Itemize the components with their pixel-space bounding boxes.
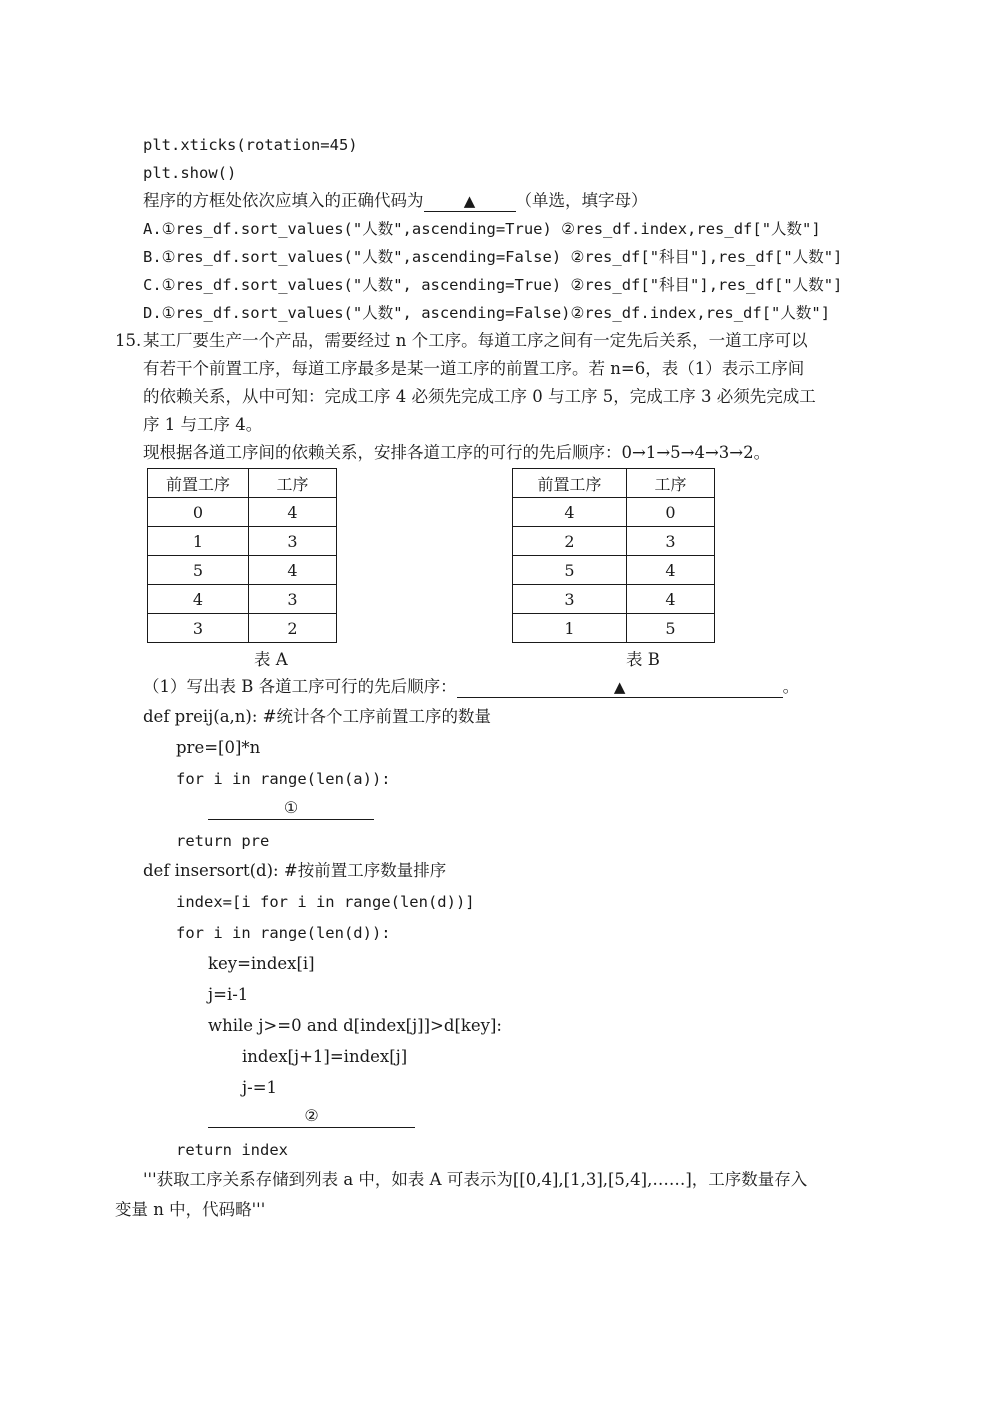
code-return-pre: return pre	[176, 832, 270, 850]
code-line-xticks: plt.xticks(rotation=45)	[143, 136, 358, 154]
table-cell: 4	[249, 556, 337, 585]
code-def-preij: def preij(a,n): #统计各个工序前置工序的数量	[143, 707, 491, 726]
table-a	[147, 468, 337, 643]
table-cell: 4	[148, 585, 249, 614]
q14-answer-blank: ▲	[424, 191, 516, 212]
code-j-line: j=i-1	[208, 985, 249, 1004]
table-cell: 1	[513, 614, 627, 643]
table-cell: 0	[627, 498, 715, 527]
table-row	[513, 498, 715, 527]
q15-number: 15.	[115, 331, 142, 350]
table-cell: 3	[249, 585, 337, 614]
sub1-end: 。	[782, 677, 800, 696]
q15-text-line: 某工厂要生产一个产品，需要经过 n 个工序。每道工序之间有一定先后关系，一道工序可以	[143, 331, 808, 350]
sub1-prompt: （1）写出表 B 各道工序可行的先后顺序：	[143, 677, 457, 696]
q14-prompt: 程序的方框处依次应填入的正确代码为	[143, 191, 424, 210]
code-pre-init: pre=[0]*n	[176, 738, 261, 757]
option-a: A.①res_df.sort_values("人数",ascending=True) ②res_df.index,res_df["人数"]	[143, 220, 821, 238]
q15-text-line: 有若干个前置工序，每道工序最多是某一道工序的前置工序。若 n=6，表（1）表示工序间	[143, 359, 805, 378]
q15-text-line: 现根据各道工序间的依赖关系，安排各道工序的可行的先后顺序：0→1→5→4→3→2。	[143, 443, 771, 462]
table-header-cell: 工序	[627, 469, 715, 498]
table-cell: 5	[513, 556, 627, 585]
table-row	[148, 556, 337, 585]
table-row	[513, 614, 715, 643]
table-header-cell: 前置工序	[513, 469, 627, 498]
table-row	[148, 614, 337, 643]
code-return-index: return index	[176, 1141, 288, 1159]
table-cell: 3	[249, 527, 337, 556]
table-row	[148, 585, 337, 614]
table-cell: 4	[627, 556, 715, 585]
code-while-line: while j>=0 and d[index[j]]>d[key]:	[208, 1016, 502, 1035]
code-dec-line: j-=1	[242, 1078, 278, 1097]
code-key-line: key=index[i]	[208, 954, 315, 973]
table-cell: 3	[627, 527, 715, 556]
table-cell: 0	[148, 498, 249, 527]
table-row	[148, 498, 337, 527]
q14-prompt-line	[143, 190, 648, 212]
code-for-d: for i in range(len(d)):	[176, 924, 391, 942]
code-for-a: for i in range(len(a)):	[176, 770, 391, 788]
option-c: C.①res_df.sort_values("人数", ascending=True) ②res_df["科目"],res_df["人数"]	[143, 276, 843, 294]
table-cell: 5	[627, 614, 715, 643]
table-cell: 3	[148, 614, 249, 643]
table-b	[512, 468, 715, 643]
q14-suffix: （单选，填字母）	[515, 191, 648, 210]
table-row	[148, 527, 337, 556]
table-cell: 4	[249, 498, 337, 527]
q15-text-line: 的依赖关系，从中可知：完成工序 4 必须先完成工序 0 与工序 5，完成工序 3 必须先完成工	[143, 387, 816, 406]
code-comment-line: 变量 n 中，代码略'''	[115, 1200, 266, 1219]
sub1-line	[143, 676, 799, 698]
table-header-cell: 前置工序	[148, 469, 249, 498]
table-cell: 4	[513, 498, 627, 527]
table-header-cell: 工序	[249, 469, 337, 498]
table-cell: 3	[513, 585, 627, 614]
code-comment-line: '''获取工序关系存储到列表 a 中，如表 A 可表示为[[0,4],[1,3],[5,4],……]，工序数量存入	[143, 1170, 808, 1189]
code-index-init: index=[i for i in range(len(d))]	[176, 893, 475, 911]
table-a-caption: 表 A	[254, 650, 288, 669]
option-b: B.①res_df.sort_values("人数",ascending=False) ②res_df["科目"],res_df["人数"]	[143, 248, 843, 266]
table-cell: 5	[148, 556, 249, 585]
q15-text-line: 序 1 与工序 4。	[143, 415, 263, 434]
option-d: D.①res_df.sort_values("人数", ascending=False)②res_df.index,res_df["人数"]	[143, 304, 831, 322]
table-cell: 2	[249, 614, 337, 643]
table-cell: 1	[148, 527, 249, 556]
code-shift-line: index[j+1]=index[j]	[242, 1047, 408, 1066]
code-blank-1: ①	[208, 797, 374, 820]
table-row	[513, 585, 715, 614]
code-def-insersort: def insersort(d): #按前置工序数量排序	[143, 861, 447, 880]
table-row	[513, 556, 715, 585]
table-row	[513, 527, 715, 556]
table-cell: 4	[627, 585, 715, 614]
sub1-answer-blank: ▲	[457, 677, 783, 698]
table-cell: 2	[513, 527, 627, 556]
table-header-row	[513, 469, 715, 498]
code-line-show: plt.show()	[143, 164, 237, 182]
code-blank-2: ②	[208, 1105, 415, 1128]
table-header-row	[148, 469, 337, 498]
table-b-caption: 表 B	[626, 650, 660, 669]
